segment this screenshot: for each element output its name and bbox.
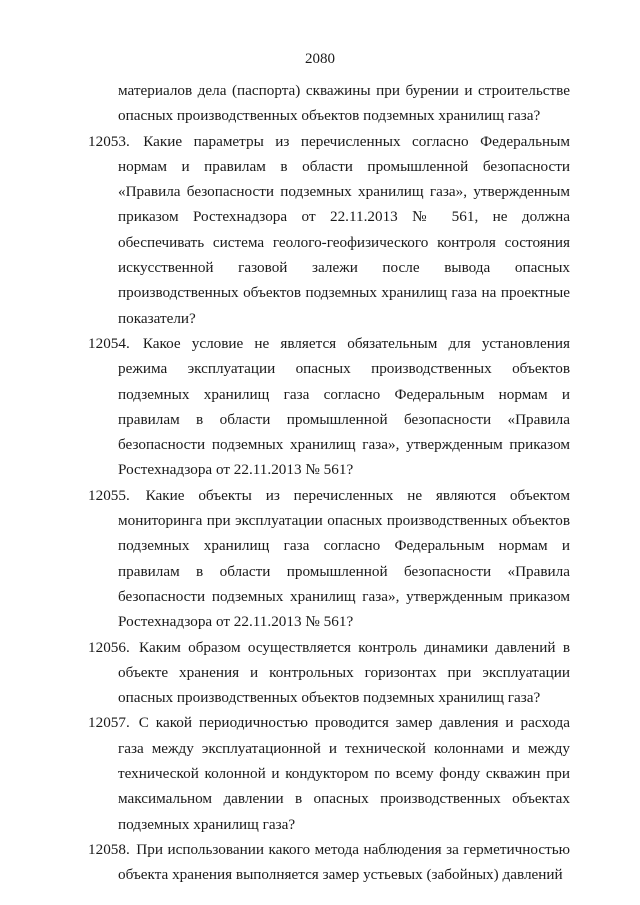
page-number: 2080 — [305, 51, 335, 67]
question-12053 — [88, 129, 570, 331]
question-text: Какое условие не является обязательным для установления режима эксплуатации опасных производственных объектов подземных хранилищ газа согласно Федеральным нормам и правилам в области промышленной безопасности «Правила безопасности подземных хранилищ газа», утвержденным приказом Ростехнадзора от 22.11.2013 № 561? — [118, 334, 570, 479]
question-number: 12056. — [88, 638, 130, 656]
question-12056 — [88, 635, 570, 711]
question-number: 12057. — [88, 714, 130, 732]
question-number: 12053. — [88, 132, 130, 150]
question-12055 — [88, 483, 570, 635]
page-content — [88, 78, 570, 888]
question-number: 12058. — [88, 840, 130, 858]
question-12057 — [88, 710, 570, 836]
continuation-paragraph: материалов дела (паспорта) скважины при бурении и строительстве опасных производственных объектов подземных хранилищ газа? — [118, 82, 570, 125]
question-number: 12055. — [88, 486, 130, 504]
question-text: При использовании какого метода наблюдения за герметичностью объекта хранения выполняется замер устьевых (забойных) давлений — [118, 840, 571, 884]
question-text: Какие объекты из перечисленных не являются объектом мониторинга при эксплуатации опасных производственных объектов подземных хранилищ газа согласно Федеральным нормам и правилам в области промышленной безопасности «Правила безопасности подземных хранилищ газа», утвержденным приказом Ростехнадзора от 22.11.2013 № 561? — [118, 486, 570, 631]
question-12054 — [88, 331, 570, 483]
question-text: Каким образом осуществляется контроль динамики давлений в объекте хранения и контрольных горизонтах при эксплуатации опасных производственных объектов подземных хранилищ газа? — [118, 638, 570, 707]
question-12058 — [88, 837, 570, 888]
question-text: С какой периодичностью проводится замер давления и расхода газа между эксплуатационной и технической колоннами и между технической колонной и кондуктором по всему фонду скважин при максимальном давлении в опасных производственных объектах подземных хранилищ газа? — [118, 714, 570, 833]
question-text: Какие параметры из перечисленных согласно Федеральным нормам и правилам в области промышленной безопасности «Правила безопасности подземных хранилищ газа», утвержденным приказом Ростехнадзора от 22.11.2013 № 561, не должна обеспечивать система геолого-геофизического контроля состояния искусственной газовой залежи после вывода опасных производственных объектов подземных хранилищ газа на проектные показатели? — [118, 132, 570, 327]
question-number: 12054. — [88, 334, 130, 352]
